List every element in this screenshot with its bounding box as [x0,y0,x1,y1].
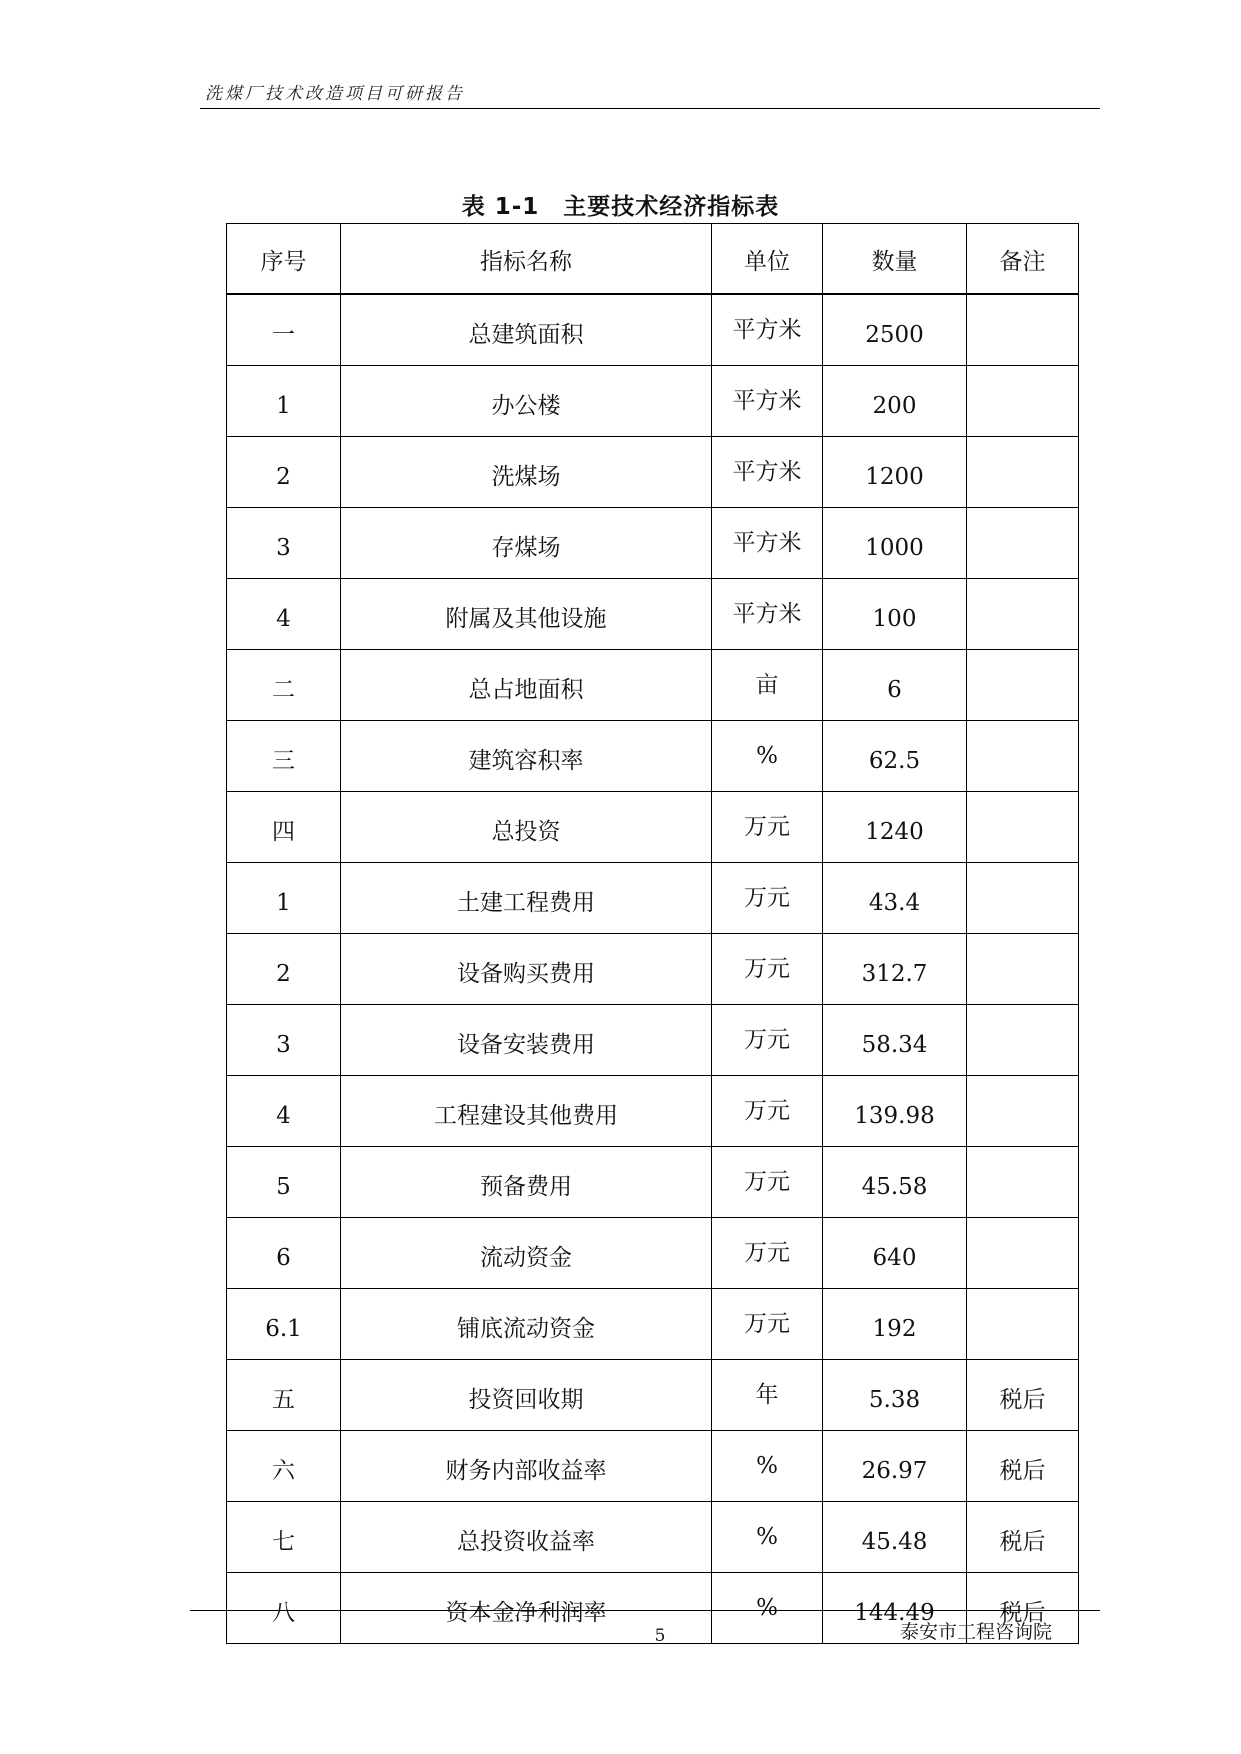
cell-index: 6 [227,1218,341,1289]
cell-remarks [967,1005,1079,1076]
cell-quantity: 1240 [823,792,967,863]
cell-indicator: 办公楼 [341,366,712,437]
table-row [227,437,1079,508]
cell-unit: 平方米 [712,294,823,366]
cell-unit: % [712,1573,823,1644]
cell-quantity: 6 [823,650,967,721]
cell-indicator: 附属及其他设施 [341,579,712,650]
cell-index: 二 [227,650,341,721]
cell-quantity: 1200 [823,437,967,508]
cell-quantity: 139.98 [823,1076,967,1147]
column-header-unit: 单位 [712,224,823,295]
cell-index: 5 [227,1147,341,1218]
table-row [227,650,1079,721]
cell-quantity: 1000 [823,508,967,579]
cell-indicator: 总投资 [341,792,712,863]
indicators-table [226,223,1079,1644]
column-header-remarks: 备注 [967,224,1079,295]
cell-index: 八 [227,1573,341,1644]
table-caption: 表 1-1 主要技术经济指标表 [461,194,780,220]
cell-unit: % [712,1431,823,1502]
cell-remarks [967,863,1079,934]
cell-remarks [967,792,1079,863]
column-header-index: 序号 [227,224,341,295]
cell-indicator: 铺底流动资金 [341,1289,712,1360]
table-row [227,508,1079,579]
cell-indicator: 土建工程费用 [341,863,712,934]
cell-quantity: 43.4 [823,863,967,934]
cell-index: 三 [227,721,341,792]
table-row [227,1147,1079,1218]
cell-unit: % [712,1502,823,1573]
cell-index: 2 [227,934,341,1005]
cell-remarks [967,650,1079,721]
cell-index: 4 [227,1076,341,1147]
table-row [227,1289,1079,1360]
cell-indicator: 投资回收期 [341,1360,712,1431]
cell-remarks [967,1289,1079,1360]
footer-organization: 泰安市工程咨询院 [900,1621,1053,1643]
table-row [227,1218,1079,1289]
cell-quantity: 144.49 [823,1573,967,1644]
cell-quantity: 5.38 [823,1360,967,1431]
cell-index: 七 [227,1502,341,1573]
table-row [227,366,1079,437]
cell-unit: 万元 [712,1289,823,1360]
cell-unit: 亩 [712,650,823,721]
table-row [227,934,1079,1005]
table-row [227,1502,1079,1573]
cell-indicator: 设备安装费用 [341,1005,712,1076]
cell-unit: 平方米 [712,437,823,508]
cell-remarks: 税后 [967,1573,1079,1644]
cell-remarks [967,366,1079,437]
cell-indicator: 总投资收益率 [341,1502,712,1573]
cell-index: 四 [227,792,341,863]
cell-remarks [967,1076,1079,1147]
cell-indicator: 设备购买费用 [341,934,712,1005]
cell-remarks [967,934,1079,1005]
cell-unit: 平方米 [712,579,823,650]
cell-index: 6.1 [227,1289,341,1360]
cell-quantity: 45.58 [823,1147,967,1218]
cell-remarks [967,721,1079,792]
column-header-indicator: 指标名称 [341,224,712,295]
cell-indicator: 工程建设其他费用 [341,1076,712,1147]
cell-quantity: 640 [823,1218,967,1289]
cell-index: 4 [227,579,341,650]
table-row [227,1360,1079,1431]
table-row [227,579,1079,650]
table-row [227,721,1079,792]
cell-unit: 万元 [712,1005,823,1076]
cell-remarks [967,1147,1079,1218]
cell-index: 2 [227,437,341,508]
cell-indicator: 洗煤场 [341,437,712,508]
cell-index: 一 [227,294,341,366]
cell-remarks [967,437,1079,508]
cell-quantity: 312.7 [823,934,967,1005]
table-row [227,294,1079,366]
table-body [227,294,1079,1644]
footer-rule [190,1610,1100,1611]
cell-quantity: 192 [823,1289,967,1360]
cell-index: 六 [227,1431,341,1502]
cell-indicator: 总建筑面积 [341,294,712,366]
cell-quantity: 200 [823,366,967,437]
cell-indicator: 存煤场 [341,508,712,579]
cell-unit: 万元 [712,792,823,863]
cell-remarks [967,508,1079,579]
cell-index: 1 [227,863,341,934]
cell-unit: 万元 [712,863,823,934]
cell-unit: 万元 [712,1076,823,1147]
cell-indicator: 建筑容积率 [341,721,712,792]
cell-indicator: 财务内部收益率 [341,1431,712,1502]
cell-quantity: 2500 [823,294,967,366]
cell-unit: 万元 [712,934,823,1005]
cell-indicator: 资本金净利润率 [341,1573,712,1644]
cell-quantity: 62.5 [823,721,967,792]
cell-quantity: 26.97 [823,1431,967,1502]
cell-quantity: 100 [823,579,967,650]
cell-index: 3 [227,508,341,579]
cell-quantity: 58.34 [823,1005,967,1076]
running-header: 洗煤厂技术改造项目可研报告 [205,84,465,104]
table-row [227,1431,1079,1502]
cell-index: 1 [227,366,341,437]
table-row [227,1076,1079,1147]
table-header-row [227,224,1079,295]
cell-unit: 万元 [712,1147,823,1218]
table-row [227,1005,1079,1076]
cell-quantity: 45.48 [823,1502,967,1573]
cell-indicator: 流动资金 [341,1218,712,1289]
cell-unit: 平方米 [712,366,823,437]
header-rule [200,108,1100,109]
table-row [227,792,1079,863]
table-row [227,863,1079,934]
cell-remarks: 税后 [967,1360,1079,1431]
page-number: 5 [654,1626,666,1646]
cell-remarks: 税后 [967,1431,1079,1502]
cell-remarks [967,1218,1079,1289]
cell-index: 五 [227,1360,341,1431]
cell-indicator: 预备费用 [341,1147,712,1218]
cell-indicator: 总占地面积 [341,650,712,721]
cell-unit: % [712,721,823,792]
cell-index: 3 [227,1005,341,1076]
cell-unit: 年 [712,1360,823,1431]
cell-remarks: 税后 [967,1502,1079,1573]
cell-remarks [967,579,1079,650]
column-header-quantity: 数量 [823,224,967,295]
cell-unit: 万元 [712,1218,823,1289]
cell-remarks [967,294,1079,366]
cell-unit: 平方米 [712,508,823,579]
